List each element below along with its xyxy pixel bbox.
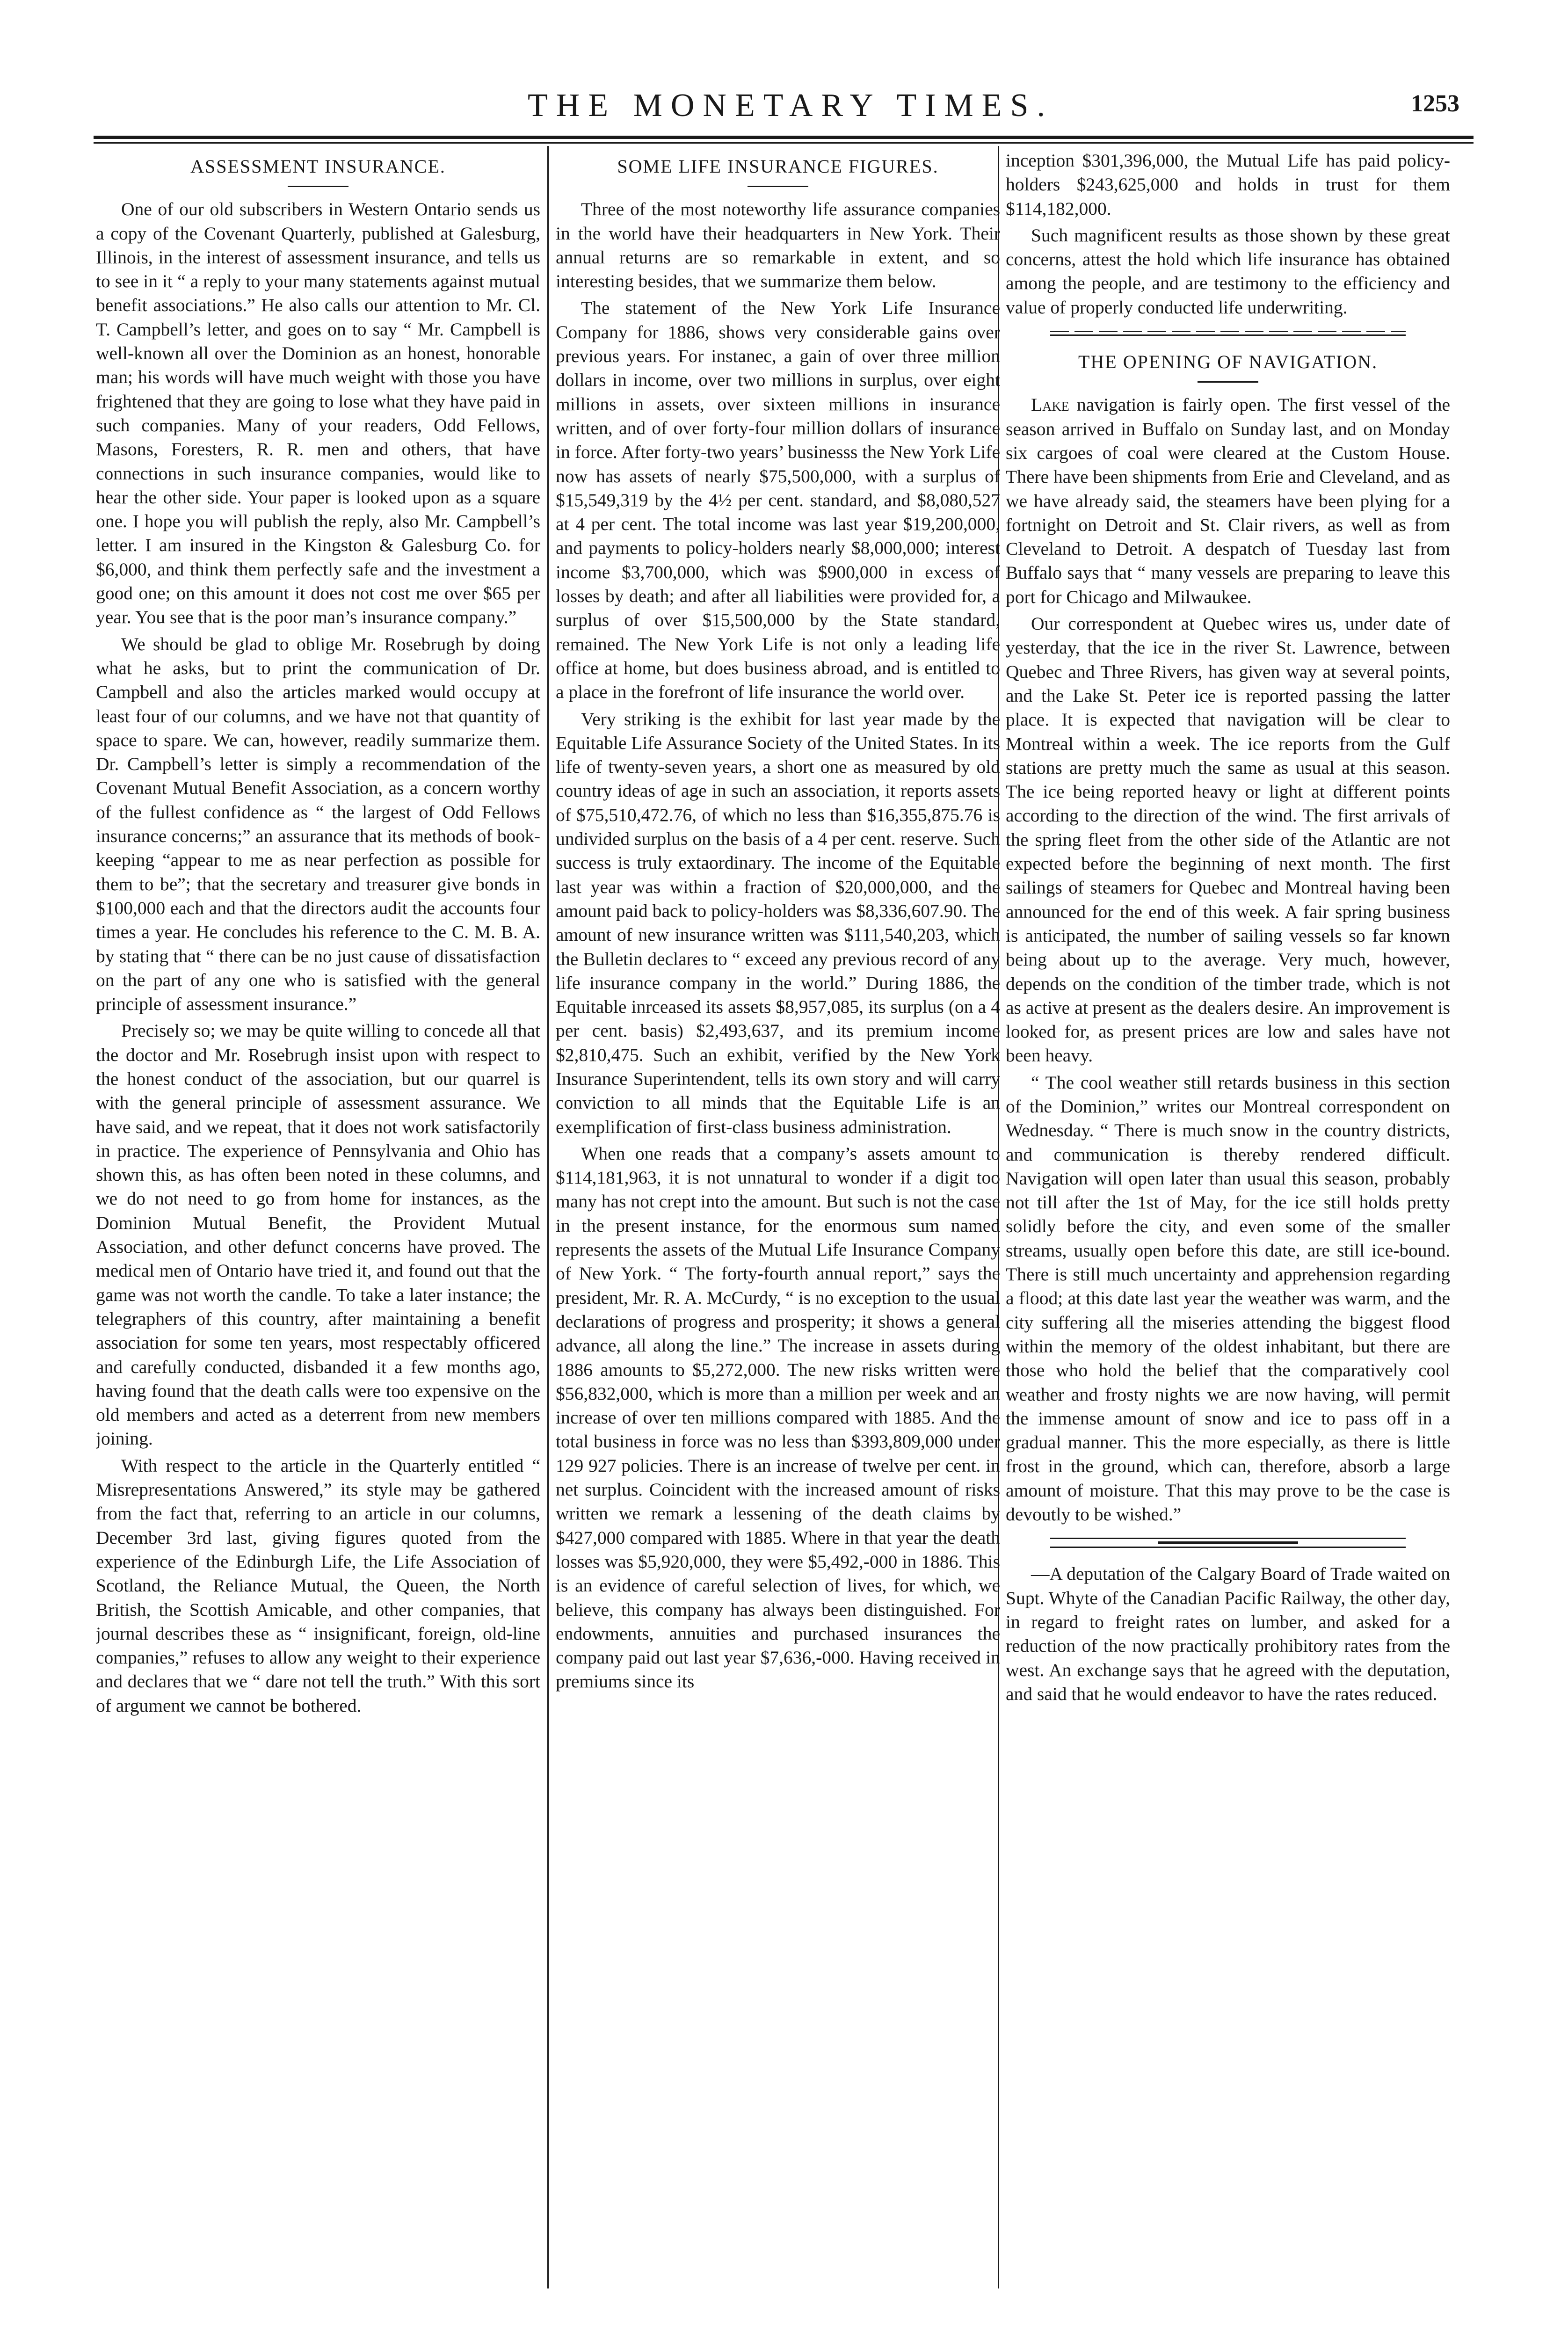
page-number: 1253	[1411, 90, 1459, 117]
masthead	[89, 79, 1492, 135]
section-separator	[1050, 331, 1406, 336]
article-heading: SOME LIFE INSURANCE FIGURES.	[617, 156, 939, 177]
publication-title: THE MONETARY TIMES.	[528, 87, 1053, 123]
paragraph: Three of the most noteworthy life assurance companies in the world have their headquarters in New York. Their annual returns are so remarkable in extent, and so interesting besides, that we summarize them below.	[556, 199, 1000, 292]
paragraph: Such magnificent results as those shown by these great concerns, attest the hold which life insurance has obtained among the people, and are testimony to the efficiency and value of properly conducted life underwriting.	[1006, 225, 1450, 318]
article-heading: ASSESSMENT INSURANCE.	[190, 156, 446, 177]
column-left	[96, 149, 540, 2291]
paragraph: —A deputation of the Calgary Board of Trade waited on Supt. Whyte of the Canadian Pacific Railway, the other day, in regard to freight rates on lumber, and asked for a reduction of the now practically prohibitory rates from the west. An exchange says that he agreed with the deputation, and said that he would endeavor to have the rates reduced.	[1006, 1563, 1450, 1704]
paragraph: When one reads that a company’s assets amount to $114,181,963, it is not unnatural to wonder if a digit too many has not crept into the amount. But such is not the case in the present instance, for the enormous sum named represents the assets of the Mutual Life Insurance Company of New York. “ The forty-fourth annual report,” says the president, Mr. R. A. McCurdy, “ is no exception to the usual declarations of progress and prosperity; it shows a general advance, all along the line.” The increase in assets during 1886 amounts to $5,272,000. The new risks written were $56,832,000, which is more than a million per week and an increase of over ten millions compared with 1885. And the total business in force was no less than $393,809,000 under 129 927 policies. There is an increase of twelve per cent. in net surplus. Coincident with the increased amount of risks written we remark a lessening of the death claims by $427,000 compared with 1885. Where in that year the death losses was $5,920,000, they were $5,492,-000 in 1886. This is an evidence of careful selection of lives, for which, we believe, this company has always been distinguished. For endowments, annuities and purchased insurances the company paid out last year $7,636,-000. Having received in premiums since its	[556, 1143, 1000, 1692]
column-middle	[556, 149, 1000, 2291]
column-right	[1006, 149, 1450, 2291]
paragraph: We should be glad to oblige Mr. Rosebrugh by doing what he asks, but to print the communication of Dr. Campbell and also the articles marked would occupy at least four of our columns, and we have not that quantity of space to spare. We can, however, readily summarize them. Dr. Campbell’s letter is simply a recommendation of the Covenant Mutual Benefit Association, as a concern worthy of the fullest confidence as “ the largest of Odd Fellows insurance concerns;” an assurance that its methods of book-keeping “appear to me as near perfection as possible for them to be”; that the secretary and treasurer give bonds in $100,000 each and that the directors audit the accounts four times a year. He concludes his reference to the C. M. B. A. by stating that “ there can be no just cause of dissatisfaction on the part of any one who is satisfied with the general principle of assessment insurance.”	[96, 633, 540, 1015]
header-rule-thin	[94, 142, 1474, 144]
paragraph: Our correspondent at Quebec wires us, under date of yesterday, that the ice in the river St. Lawrence, between Quebec and Three Rivers, has given way at several points, and the Lake St. Peter ice is reported passing the latter place. It is expected that navigation will be clear to Montreal within a week. The ice reports from the Gulf stations are pretty much the same as usual at this season. The ice being reported heavy or light at different points according to the direction of the wind. The first arrivals of the spring fleet from the other side of the Atlantic are not expected before the beginning of next month. The first sailings of steamers for Quebec and Montreal having been announced for the end of this week. A fair spring business is anticipated, the number of sailing vessels so far known being about up to the average. Very much, however, depends on the condition of the timber trade, which is not as active at present as the dealers desire. An improvement is looked for, as present prices are low and sales have not been heavy.	[1006, 613, 1450, 1066]
paragraph: “ The cool weather still retards business in this section of the Dominion,” writes our Montreal correspondent on Wednesday. “ There is much snow in the country districts, and communication is thereby rendered difficult. Navigation will open later than usual this season, probably not till after the 1st of May, for the ice still holds pretty solidly before the city, and even some of the smaller streams, usually open before this date, are still ice-bound. There is still much uncertainty and apprehension regarding a flood; at this date last year the weather was warm, and the city suffering all the miseries attending the biggest flood within the memory of the oldest inhabitant, but there are those who hold the belief that the comparatively cool weather and frosty nights we are now having, will permit the immense amount of snow and ice to pass off in a gradual manner. This the more especially, as there is little frost in the ground, which can, therefore, absorb a large amount of moisture. That this may prove to be the case is devoutly to be wished.”	[1006, 1072, 1450, 1525]
paragraph-continued: inception $301,396,000, the Mutual Life has paid policy-holders $243,625,000 and holds in trust for them $114,182,000.	[1006, 150, 1450, 219]
header-rule	[94, 136, 1474, 139]
paragraph	[1006, 393, 1450, 609]
paragraph: Precisely so; we may be quite willing to concede all that the doctor and Mr. Rosebrugh insist upon with respect to the honest conduct of the association, but our quarrel is with the general principle of assessment assurance. We have said, and we repeat, that it does not work satisfactorily in practice. The experience of Pennsylvania and Ohio has shown this, as has often been noted in these columns, and we do not need to go from home for instances, as the Dominion Mutual Benefit, the Provident Mutual Association, and other defunct concerns have proved. The medical men of Ontario have tried it, and found out that the game was not worth the candle. To take a later instance; the telegraphers of this country, after maintaining a benefit association for some ten years, most respectably officered and carefully conducted, disbanded it a few months ago, having found that the death calls were too expensive on the old members and acted as a deterrent from new members joining.	[96, 1020, 540, 1449]
paragraph-text: navigation is fairly open. The first vessel of the season arrived in Buffalo on Sunday last, and on Monday six cargoes of coal were cleared at the Custom House. There have been shipments from Erie and Cleveland, and as we have already said, the steamers have been plying for a fortnight on Detroit and St. Clair rivers, as well as from Cleveland to Detroit. A despatch of Tuesday last from Buffalo says that “ many vessels are preparing to leave this port for Chicago and Milwaukee.	[1006, 394, 1450, 607]
heading-rule	[1198, 381, 1258, 383]
paragraph: The statement of the New York Life Insurance Company for 1886, shows very considerable gains over previous years. For instanec, a gain of over three million dollars in income, over two millions in surplus, over eight millions in assets, over sixteen millions in insurance written, and of over forty-four million dollars of insurance in force. After forty-two years’ businesss the New York Life now has assets of nearly $75,500,000, with a surplus of $15,549,319 by the 4½ per cent. standard, and $8,080,527 at 4 per cent. The total income was last year $19,200,000, and payments to policy-holders nearly $8,000,000; interest income $3,700,000, which was $900,000 in excess of losses by death; and after all liabilities were provided for, a surplus of over $15,500,000 by the State standard, remained. The New York Life is not only a leading life office at home, but does business abroad, and is entitled to a place in the forefront of life insurance the world over.	[556, 298, 1000, 703]
drop-word: Lake	[1031, 394, 1069, 415]
paragraph: Very striking is the exhibit for last year made by the Equitable Life Assurance Society of the United States. In its life of twenty-seven years, a short one as measured by old country ideas of age in such an association, it reports assets of $75,510,472.76, of which no less than $16,355,875.76 is undivided surplus on the basis of a 4 per cent. reserve. Such success is truly extaordinary. The income of the Equitable last year was within a fraction of $20,000,000, and the amount paid back to policy-holders was $8,336,607.90. The amount of new insurance written was $111,540,203, which the Bulletin declares to “ exceed any previous record of any life insurance company in the world.” During 1886, the Equitable inrceased its assets $8,957,085, its surplus (on a 4 per cent. basis) $2,493,637, and its premium income $2,810,475. Such an exhibit, verified by the New York Insurance Superintendent, tells its own story and will carry conviction to all minds that the Equitable Life is an exemplification of first-class business administration.	[556, 708, 1000, 1137]
paragraph: One of our old subscribers in Western Ontario sends us a copy of the Covenant Quarterly, published at Galesburg, Illinois, in the interest of assessment insurance, and tells us to see in it “ a reply to your many statements against mutual benefit associations.” He also calls our attention to Mr. Cl. T. Campbell’s letter, and goes on to say “ Mr. Campbell is well-known all over the Dominion as an honest, honorable man; his words will have much weight with those you have frightened that they are going to lose what they have paid in such companies. Many of your readers, Odd Fellows, Masons, Foresters, R. R. men and others, that have connections in such insurance companies, would like to hear the other side. Your paper is looked upon as a square one. I hope you will publish the reply, also Mr. Campbell’s letter. I am insured in the Kingston & Galesburg Co. for $6,000, and think them perfectly safe and the investment a good one; on this amount it does not cost me over $65 per year. You see that is the poor man’s insurance company.”	[96, 199, 540, 628]
paragraph: With respect to the article in the Quarterly entitled “ Misrepresentations Answered,” its style may be gathered from the fact that, referring to an article in our columns, December 3rd last, giving figures quoted from the experience of the Edinburgh Life, the Life Association of Scotland, the Reliance Mutual, the Queen, the North British, the Scottish Amicable, and other companies, that journal describes these as “ insignificant, foreign, old-line companies,” refuses to allow any weight to their experience and declares that we “ dare not tell the truth.” With this sort of argument we cannot be bothered.	[96, 1455, 540, 1716]
column-divider	[547, 146, 549, 2288]
heading-rule	[288, 186, 348, 187]
section-separator	[1050, 1538, 1406, 1548]
article-heading: THE OPENING OF NAVIGATION.	[1078, 351, 1378, 373]
heading-rule	[748, 186, 808, 187]
